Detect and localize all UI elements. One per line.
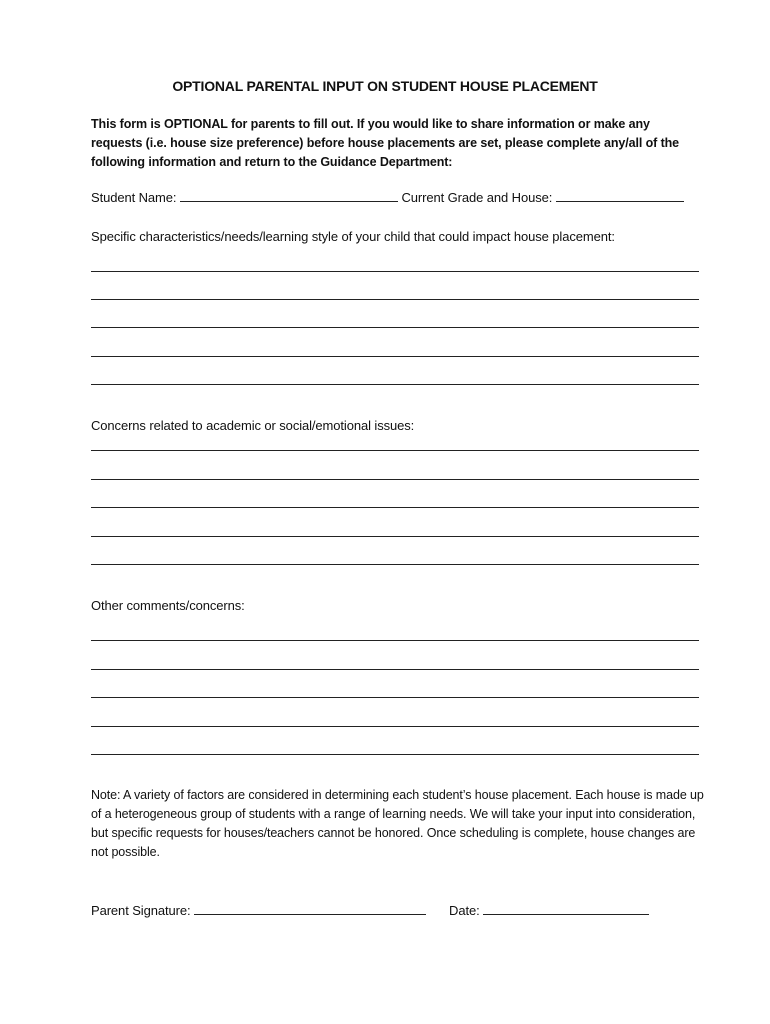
- student-name-label: Student Name:: [91, 190, 177, 205]
- placement-note: Note: A variety of factors are considered in determining each student’s house placement. Each house is made up of a heterogeneous group of students with a range of learning needs. We will take your input into consideration, but specific requests for houses/teachers cannot be honored. Once scheduling is complete, house changes are not possible.: [91, 788, 704, 859]
- intro-text: This form is OPTIONAL for parents to fill out. If you would like to share information or make any requests (i.e. house size preference) before house placements are set, please complete any/all of the following information and return to the Guidance Department:: [91, 117, 680, 169]
- student-name-field[interactable]: [180, 189, 398, 202]
- other-comments-line-2[interactable]: [91, 669, 699, 670]
- signature-row: [91, 902, 649, 918]
- characteristics-line-2[interactable]: [91, 299, 699, 300]
- concerns-line-2[interactable]: [91, 479, 699, 480]
- concerns-line-4[interactable]: [91, 536, 699, 537]
- parent-signature-field[interactable]: [194, 902, 426, 915]
- concerns-line-3[interactable]: [91, 507, 699, 508]
- characteristics-line-5[interactable]: [91, 384, 699, 385]
- other-comments-line-5[interactable]: [91, 754, 699, 755]
- grade-house-field[interactable]: [556, 189, 684, 202]
- characteristics-label: Specific characteristics/needs/learning style of your child that could impact house placement:: [91, 229, 615, 244]
- date-label: Date:: [449, 903, 480, 918]
- form-title: OPTIONAL PARENTAL INPUT ON STUDENT HOUSE PLACEMENT: [172, 78, 598, 94]
- other-comments-label: Other comments/concerns:: [91, 598, 245, 613]
- other-comments-line-4[interactable]: [91, 726, 699, 727]
- other-comments-line-3[interactable]: [91, 697, 699, 698]
- grade-house-label: Current Grade and House:: [401, 190, 553, 205]
- parent-signature-label: Parent Signature:: [91, 903, 191, 918]
- characteristics-line-4[interactable]: [91, 356, 699, 357]
- concerns-line-1[interactable]: [91, 450, 699, 451]
- student-info-row: [91, 189, 684, 205]
- other-comments-line-1[interactable]: [91, 640, 699, 641]
- date-field[interactable]: [483, 902, 649, 915]
- characteristics-line-1[interactable]: [91, 271, 699, 272]
- concerns-line-5[interactable]: [91, 564, 699, 565]
- characteristics-line-3[interactable]: [91, 327, 699, 328]
- concerns-label: Concerns related to academic or social/emotional issues:: [91, 418, 415, 433]
